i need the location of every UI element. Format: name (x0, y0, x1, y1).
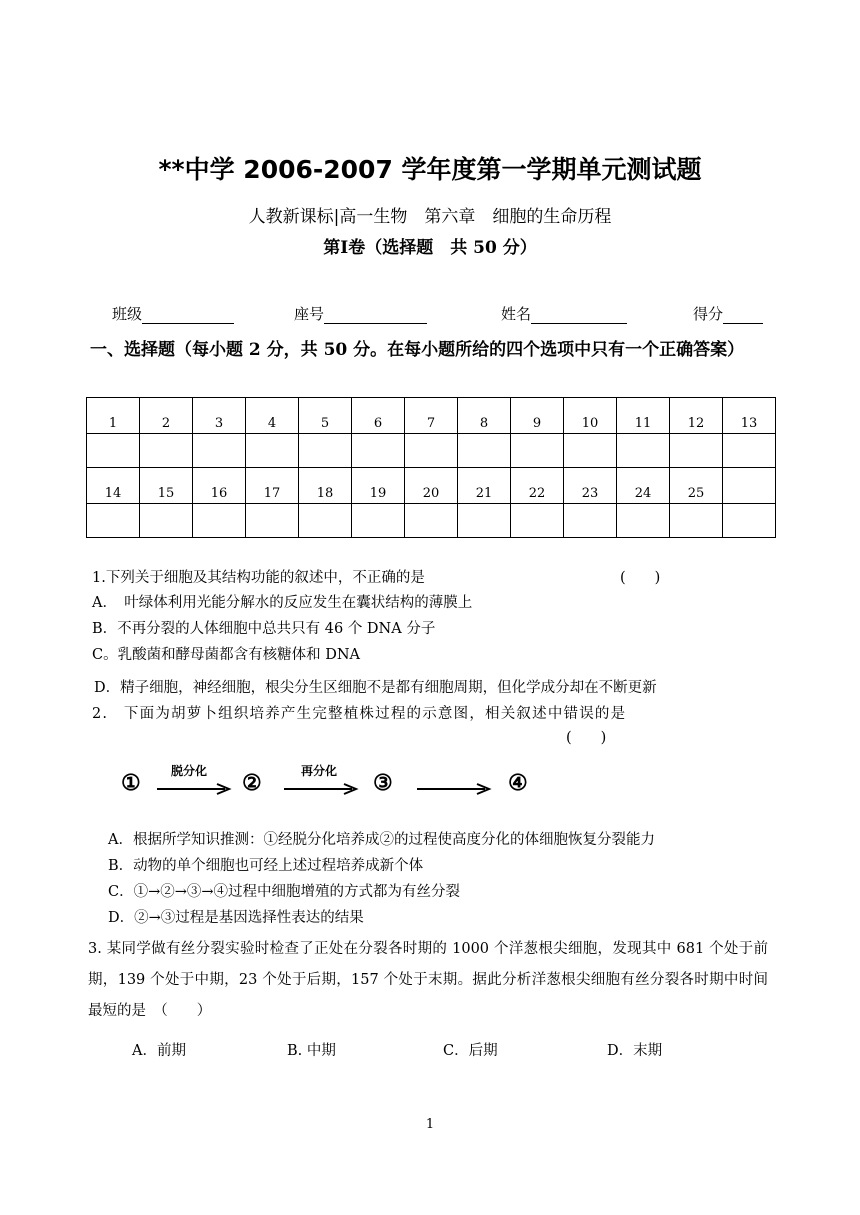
class-blank[interactable] (142, 309, 234, 324)
question-1-option-d: D．精子细胞，神经细胞，根尖分生区细胞不是都有细胞周期，但化学成分却在不断更新 (94, 680, 657, 696)
answer-number-cell: 16 (193, 468, 246, 504)
question-3-option-b: B. 中期 (287, 1043, 336, 1059)
page-number: 1 (425, 1117, 435, 1132)
answer-number-cell (723, 468, 776, 504)
answer-cell[interactable] (458, 434, 511, 468)
answer-cell[interactable] (670, 434, 723, 468)
question-3-option-d: D．末期 (607, 1043, 663, 1059)
answer-cell[interactable] (246, 504, 299, 538)
answer-cell[interactable] (564, 434, 617, 468)
answer-number-cell: 18 (299, 468, 352, 504)
question-2-bracket[interactable]: ( ) (566, 730, 607, 746)
arrow-icon (282, 782, 362, 796)
diagram-node-2: ② (242, 770, 262, 796)
seat-field (294, 303, 427, 324)
score-field (693, 303, 763, 324)
answer-number-cell: 11 (617, 398, 670, 434)
volume-heading: 第Ⅰ卷（选择题 共 50 分） (323, 238, 537, 258)
answer-number-cell: 22 (511, 468, 564, 504)
answer-cell[interactable] (87, 434, 140, 468)
score-blank[interactable] (723, 309, 763, 324)
class-field (112, 303, 234, 324)
section-heading: 一、选择题（每小题 2 分，共 50 分。在每小题所给的四个选项中只有一个正确答案） (90, 340, 745, 360)
answer-cell[interactable] (140, 504, 193, 538)
answer-cell[interactable] (458, 504, 511, 538)
question-1-option-a: A． 叶绿体利用光能分解水的反应发生在囊状结构的薄膜上 (92, 595, 473, 611)
answer-number-cell: 6 (352, 398, 405, 434)
answer-number-cell: 14 (87, 468, 140, 504)
answer-cell[interactable] (193, 434, 246, 468)
question-2-option-b: B．动物的单个细胞也可经上述过程培养成新个体 (108, 858, 424, 874)
question-1-stem: 1.下列关于细胞及其结构功能的叙述中，不正确的是 (92, 570, 425, 586)
answer-number-cell: 21 (458, 468, 511, 504)
answer-number-cell: 13 (723, 398, 776, 434)
question-2-stem: 2. 下面为胡萝卜组织培养产生完整植株过程的示意图，相关叙述中错误的是 (92, 706, 627, 722)
answer-blank-row (87, 434, 776, 468)
exam-subtitle: 人教新课标|高一生物 第六章 细胞的生命历程 (248, 207, 612, 227)
answer-number-cell: 9 (511, 398, 564, 434)
answer-blank-row (87, 504, 776, 538)
answer-number-cell: 19 (352, 468, 405, 504)
answer-cell[interactable] (246, 434, 299, 468)
arrow-icon (415, 782, 495, 796)
answer-number-cell: 17 (246, 468, 299, 504)
answer-cell[interactable] (617, 504, 670, 538)
diagram-node-1: ① (121, 770, 141, 796)
answer-table (86, 397, 776, 538)
answer-cell[interactable] (405, 434, 458, 468)
answer-number-cell: 15 (140, 468, 193, 504)
question-2-option-d: D．②→③过程是基因选择性表达的结果 (108, 910, 364, 926)
answer-number-cell: 23 (564, 468, 617, 504)
tissue-culture-diagram (115, 762, 545, 812)
answer-number-cell: 8 (458, 398, 511, 434)
question-1-option-c: C。乳酸菌和酵母菌都含有核糖体和 DNA (92, 647, 360, 663)
answer-number-cell: 12 (670, 398, 723, 434)
answer-cell[interactable] (564, 504, 617, 538)
answer-number-row (87, 468, 776, 504)
answer-cell[interactable] (511, 434, 564, 468)
arrow-label-dedifferentiation: 脱分化 (171, 764, 208, 778)
answer-number-cell: 2 (140, 398, 193, 434)
arrow-icon (155, 782, 235, 796)
name-blank[interactable] (531, 309, 627, 324)
answer-number-cell: 4 (246, 398, 299, 434)
answer-number-cell: 10 (564, 398, 617, 434)
answer-number-cell: 25 (670, 468, 723, 504)
name-field (501, 303, 627, 324)
diagram-node-4: ④ (508, 770, 528, 796)
arrow-label-redifferentiation: 再分化 (301, 764, 338, 778)
score-label: 得分 (693, 305, 724, 323)
class-label: 班级 (112, 305, 143, 323)
answer-cell[interactable] (299, 504, 352, 538)
answer-cell[interactable] (352, 434, 405, 468)
exam-title: **中学 2006-2007 学年度第一学期单元测试题 (158, 155, 702, 184)
seat-blank[interactable] (324, 309, 427, 324)
question-3-option-a: A．前期 (132, 1043, 186, 1059)
answer-number-cell: 7 (405, 398, 458, 434)
answer-cell[interactable] (670, 504, 723, 538)
answer-cell[interactable] (193, 504, 246, 538)
answer-cell[interactable] (723, 504, 776, 538)
question-3-option-c: C．后期 (443, 1043, 498, 1059)
answer-cell[interactable] (723, 434, 776, 468)
answer-cell[interactable] (352, 504, 405, 538)
seat-label: 座号 (294, 305, 325, 323)
answer-cell[interactable] (140, 434, 193, 468)
name-label: 姓名 (501, 305, 532, 323)
question-2-option-a: A．根据所学知识推测：①经脱分化培养成②的过程使高度分化的体细胞恢复分裂能力 (108, 832, 655, 848)
answer-number-row (87, 398, 776, 434)
answer-number-cell: 20 (405, 468, 458, 504)
answer-number-cell: 24 (617, 468, 670, 504)
question-1-bracket[interactable]: ( ) (620, 570, 661, 586)
answer-number-cell: 3 (193, 398, 246, 434)
answer-cell[interactable] (87, 504, 140, 538)
answer-number-cell: 5 (299, 398, 352, 434)
question-2-option-c: C．①→②→③→④过程中细胞增殖的方式都为有丝分裂 (108, 884, 461, 900)
diagram-node-3: ③ (373, 770, 393, 796)
answer-cell[interactable] (511, 504, 564, 538)
answer-cell[interactable] (617, 434, 670, 468)
answer-cell[interactable] (299, 434, 352, 468)
answer-cell[interactable] (405, 504, 458, 538)
question-1-option-b: B．不再分裂的人体细胞中总共只有 46 个 DNA 分子 (92, 621, 436, 637)
answer-number-cell: 1 (87, 398, 140, 434)
question-3-stem: 3. 某同学做有丝分裂实验时检查了正处在分裂各时期的 1000 个洋葱根尖细胞，发现其中 681 个处于前期，139 个处于中期，23 个处于后期，157 个处于末期。据此分析洋葱根尖细胞有丝分裂各时期中时间最短的是 （ ） (88, 941, 768, 1019)
